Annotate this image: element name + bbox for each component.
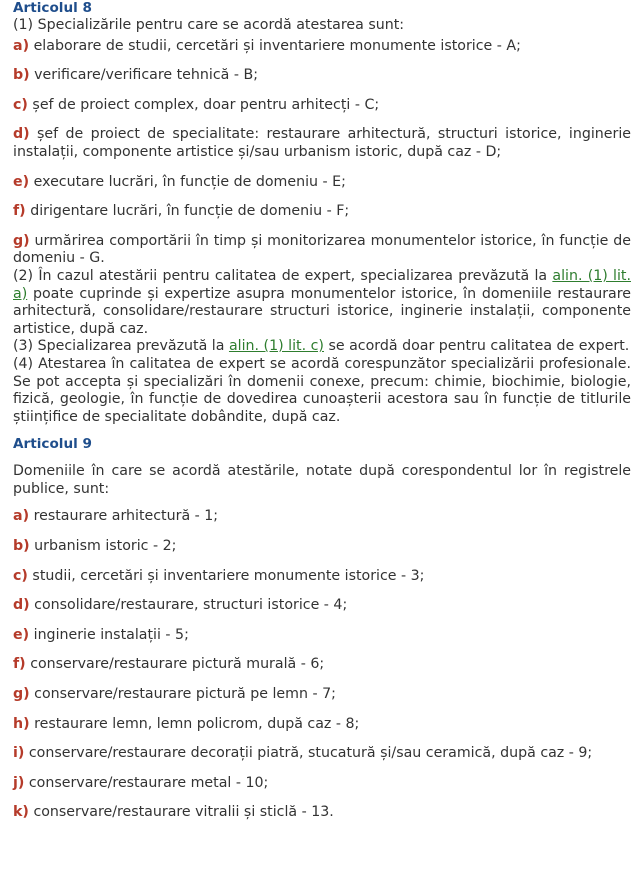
item-letter: g)	[13, 686, 30, 703]
item-letter: b)	[13, 67, 30, 84]
list-item	[13, 508, 631, 526]
list-item	[13, 174, 631, 192]
reference-link-alin-1-lit-c[interactable]: alin. (1) lit. c)	[228, 338, 324, 355]
list-item	[13, 203, 631, 221]
item-text: urbanism istoric - 2;	[34, 538, 177, 555]
item-letter: e)	[13, 173, 30, 190]
item-text: șef de proiect complex, doar pentru arhitecți - C;	[32, 96, 380, 113]
list-item	[13, 568, 631, 586]
list-item	[13, 126, 631, 161]
item-letter: a)	[13, 37, 30, 54]
item-letter: b)	[13, 538, 30, 555]
item-text: șef de proiect de specialitate: restaurare arhitectură, structuri istorice, inginerie instalații, componente artistice și/sau urbanism istoric, după caz - D;	[13, 126, 632, 160]
item-letter: g)	[13, 232, 30, 249]
item-text: restaurare arhitectură - 1;	[33, 508, 219, 525]
item-text: conservare/restaurare decorații piatră, stucatură și/sau ceramică, după caz - 9;	[28, 745, 593, 762]
item-text: conservare/restaurare pictură pe lemn - 7;	[34, 686, 336, 703]
list-item	[13, 67, 631, 85]
item-text: conservare/restaurare pictură murală - 6;	[30, 656, 325, 673]
article-8-paragraph-4: (4) Atestarea în calitatea de expert se acordă corespunzător specializării profesionale. Se pot accepta și specializări în domenii conexe, precum: chimie, biochimie, biologie, fizică, geologie, în funcție de dovedirea cunoașterii acestora sau în funcție de titlurile științifice de specialitate dobândite, după caz.	[13, 355, 631, 425]
item-letter: d)	[13, 126, 30, 143]
article-8-paragraph-3	[13, 338, 631, 356]
item-text: restaurare lemn, lemn policrom, după caz - 8;	[34, 715, 360, 732]
item-letter: j)	[13, 774, 25, 791]
item-text: consolidare/restaurare, structuri istorice - 4;	[34, 597, 348, 614]
item-letter: f)	[13, 203, 26, 220]
item-letter: d)	[13, 597, 30, 614]
item-letter: c)	[13, 96, 28, 113]
list-item	[13, 38, 631, 56]
item-letter: h)	[13, 715, 30, 732]
list-item	[13, 597, 631, 615]
reference-link-alin-1-lit-a[interactable]: alin. (1) lit. a)	[13, 267, 631, 302]
list-item	[13, 804, 631, 822]
item-text: verificare/verificare tehnică - B;	[34, 67, 258, 84]
paragraph-text: (3) Specializarea prevăzută la	[13, 338, 229, 355]
item-text: urmărirea comportării în timp și monitorizarea monumentelor istorice, în funcție de domeniu - G.	[13, 232, 631, 267]
article-9-title: Articolul 9	[13, 436, 92, 453]
item-text: studii, cercetări și inventariere monumente istorice - 3;	[32, 567, 425, 584]
item-letter: c)	[13, 567, 28, 584]
paragraph-text: (2) În cazul atestării pentru calitatea de expert, specializarea prevăzută la	[13, 267, 553, 284]
list-item	[13, 627, 631, 645]
item-letter: f)	[13, 656, 26, 673]
item-text: elaborare de studii, cercetări și inventariere monumente istorice - A;	[33, 37, 521, 54]
list-item	[13, 233, 631, 268]
item-text: conservare/restaurare metal - 10;	[28, 774, 269, 791]
item-letter: e)	[13, 626, 30, 643]
item-letter: a)	[13, 508, 30, 525]
list-item	[13, 686, 631, 704]
list-item	[13, 775, 631, 793]
list-item	[13, 716, 631, 734]
list-item	[13, 656, 631, 674]
item-letter: k)	[13, 804, 29, 821]
item-text: dirigentare lucrări, în funcție de domeniu - F;	[30, 203, 350, 220]
article-8-title: Articolul 8	[13, 0, 92, 16]
item-text: conservare/restaurare vitralii și sticlă - 13.	[33, 804, 334, 821]
article-8-paragraph-1: (1) Specializările pentru care se acordă atestarea sunt:	[13, 17, 405, 33]
list-item	[13, 97, 631, 115]
list-item	[13, 538, 631, 556]
list-item	[13, 745, 631, 763]
article-9-intro: Domeniile în care se acordă atestările, notate după corespondentul lor în registrele publice, sunt:	[13, 463, 631, 497]
paragraph-text: se acordă doar pentru calitatea de expert.	[323, 338, 630, 355]
paragraph-text: poate cuprinde și expertize asupra monumentelor istorice, în domeniile restaurare arhitectură, consolidare/restaurare structuri istorice, inginerie instalații, componente artistice, după caz.	[13, 285, 631, 337]
item-letter: i)	[13, 745, 25, 762]
item-text: executare lucrări, în funcție de domeniu - E;	[33, 173, 346, 190]
item-text: inginerie instalații - 5;	[33, 626, 189, 643]
article-8-paragraph-2	[13, 268, 631, 338]
